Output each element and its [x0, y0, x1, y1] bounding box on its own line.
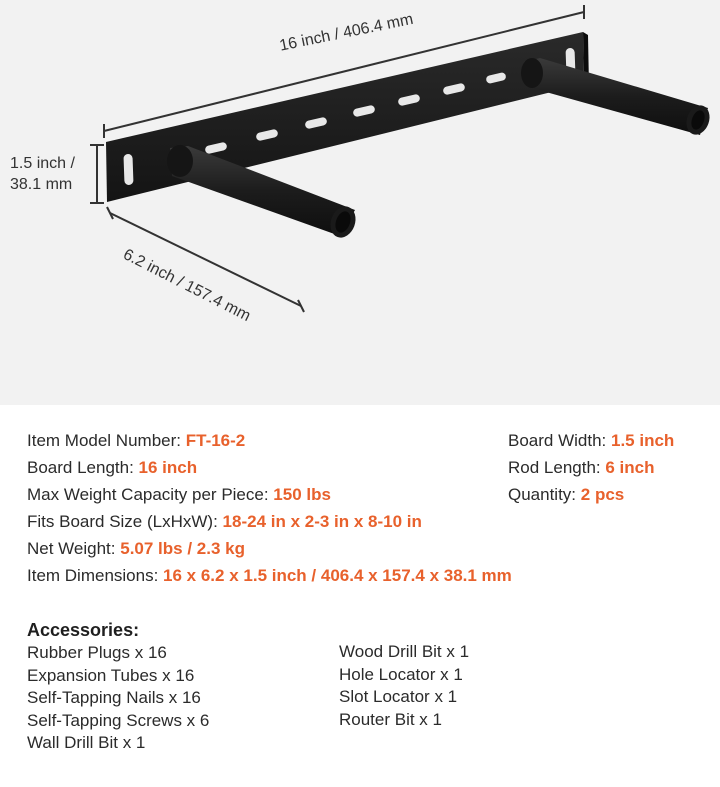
- spec-label: Item Model Number:: [27, 431, 186, 450]
- spec-item-dimensions: [27, 566, 512, 586]
- right-rod: [521, 58, 713, 138]
- list-item: Rubber Plugs x 16: [27, 643, 167, 662]
- length-dimension-label: 16 inch / 406.4 mm: [278, 10, 415, 55]
- spec-value: FT-16-2: [185, 431, 246, 450]
- spec-label: Item Dimensions:: [27, 566, 164, 585]
- list-item: Self-Tapping Screws x 6: [27, 710, 210, 730]
- list-item: Router Bit x 1: [339, 709, 442, 729]
- spec-board-length: [27, 458, 197, 478]
- list-item: Slot Locator x 1: [339, 687, 458, 706]
- spec-value: 1.5 inch: [611, 431, 675, 450]
- width-dimension-label-line2: 38.1 mm: [10, 176, 73, 193]
- spec-label: Rod Length:: [508, 458, 606, 477]
- depth-dimension-label: 6.2 inch / 157.4 mm: [120, 246, 254, 325]
- list-item: Wall Drill Bit x 1: [27, 733, 146, 752]
- list-item: Hole Locator x 1: [339, 664, 463, 684]
- spec-label: Quantity:: [508, 485, 581, 504]
- spec-label: Net Weight:: [27, 539, 121, 558]
- spec-value: 2 pcs: [580, 485, 625, 504]
- spec-value: 150 lbs: [273, 485, 331, 504]
- spec-value: 16 inch: [138, 458, 198, 477]
- spec-rod-length: [508, 458, 654, 478]
- width-dimension-label-line1: 1.5 inch /: [10, 155, 75, 172]
- spec-label: Board Width:: [508, 431, 611, 450]
- spec-net-weight: [27, 539, 245, 559]
- width-dimension-line: [90, 145, 104, 203]
- spec-max-weight: [27, 485, 331, 505]
- spec-board-width: [508, 431, 674, 451]
- spec-value: 16 x 6.2 x 1.5 inch / 406.4 x 157.4 x 38.1 mm: [163, 566, 512, 585]
- list-item: Wood Drill Bit x 1: [339, 642, 470, 661]
- list-item: Expansion Tubes x 16: [27, 665, 195, 685]
- spec-info-panel: [0, 405, 720, 787]
- spec-label: Max Weight Capacity per Piece:: [27, 485, 274, 504]
- spec-label: Fits Board Size (LxHxW):: [27, 512, 223, 531]
- list-item: Self-Tapping Nails x 16: [27, 688, 201, 707]
- accessories-list-right: [339, 641, 469, 731]
- accessories-title: Accessories:: [27, 620, 140, 640]
- spec-label: Board Length:: [27, 458, 139, 477]
- spec-value: 6 inch: [605, 458, 655, 477]
- accessories-list-left: [27, 642, 209, 755]
- spec-quantity: [508, 485, 624, 505]
- spec-value: 5.07 lbs / 2.3 kg: [120, 539, 245, 558]
- spec-value: 18-24 in x 2-3 in x 8-10 in: [222, 512, 422, 531]
- spec-fits-board-size: [27, 512, 422, 532]
- spec-model-number: [27, 431, 245, 451]
